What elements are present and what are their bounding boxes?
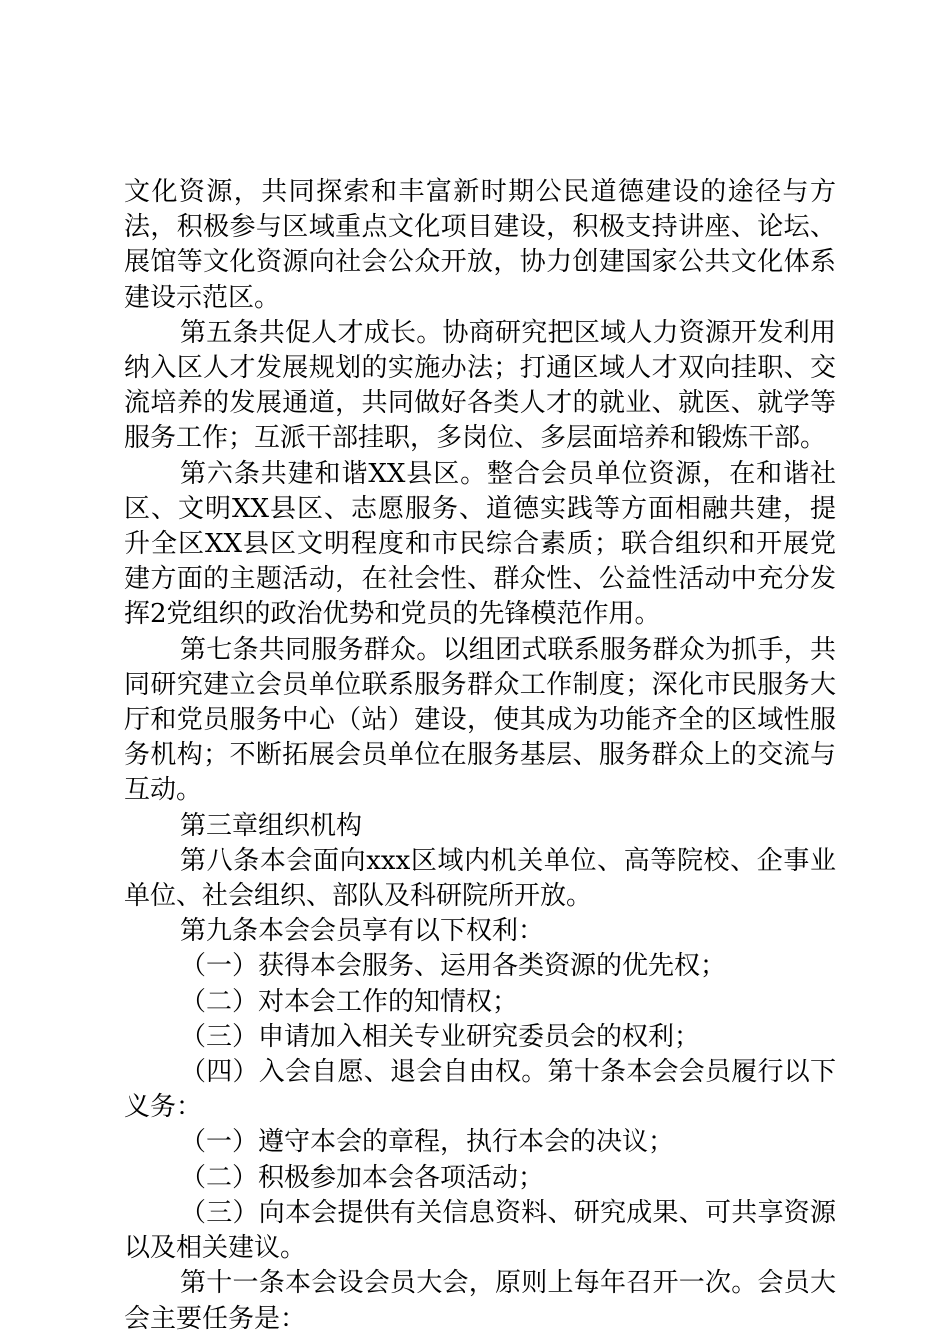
paragraph-article-8: 第八条本会面向xxx区域内机关单位、高等院校、企事业单位、社会组织、部队及科研院所开放。 <box>124 845 836 912</box>
chapter-heading: 第三章组织机构 <box>180 810 363 841</box>
list-item-right-3: （三）申请加入相关专业研究委员会的权利； <box>180 1021 701 1052</box>
paragraph-continuation: 文化资源，共同探索和丰富新时期公民道德建设的途径与方法，积极参与区域重点文化项目建设，积极支持讲座、论坛、展馆等文化资源向社会公众开放，协力创建国家公共文化体系建设示范区。 <box>124 177 836 313</box>
paragraph-article-6: 第六条共建和谐XX县区。整合会员单位资源，在和谐社区、文明XX县区、志愿服务、道德实践等方面相融共建，提升全区XX县区文明程度和市民综合素质；联合组织和开展党建方面的主题活动，在社会性、群众性、公益性活动中充分发挥2党组织的政治优势和党员的先锋模范作用。 <box>124 458 836 630</box>
paragraph-article-5: 第五条共促人才成长。协商研究把区域人力资源开发利用纳入区人才发展规划的实施办法；打通区域人才双向挂职、交流培养的发展通道，共同做好各类人才的就业、就医、就学等服务工作；互派干部挂职，多岗位、多层面培养和锻炼干部。 <box>124 317 836 454</box>
document-body <box>124 175 836 1337</box>
list-item-right-1: （一）获得本会服务、运用各类资源的优先权； <box>180 951 727 982</box>
list-item-right-2: （二）对本会工作的知情权； <box>180 986 519 1017</box>
paragraph-article-11: 第十一条本会设会员大会，原则上每年召开一次。会员大会主要任务是： <box>124 1268 836 1334</box>
paragraph-article-9: 第九条本会会员享有以下权利： <box>180 916 545 947</box>
list-item-duty-1: （一）遵守本会的章程，执行本会的决议； <box>180 1127 675 1158</box>
list-item-duty-2: （二）积极参加本会各项活动； <box>180 1162 545 1193</box>
list-item-right-4: （四）入会自愿、退会自由权。第十条本会会员履行以下义务： <box>124 1057 836 1123</box>
paragraph-article-7: 第七条共同服务群众。以组团式联系服务群众为抓手，共同研究建立会员单位联系服务群众工作制度；深化市民服务大厅和党员服务中心（站）建设，使其成为功能齐全的区域性服务机构；不断拓展会员单位在服务基层、服务群众上的交流与互动。 <box>124 634 836 806</box>
list-item-duty-3: （三）向本会提供有关信息资料、研究成果、可共享资源以及相关建议。 <box>124 1197 836 1264</box>
